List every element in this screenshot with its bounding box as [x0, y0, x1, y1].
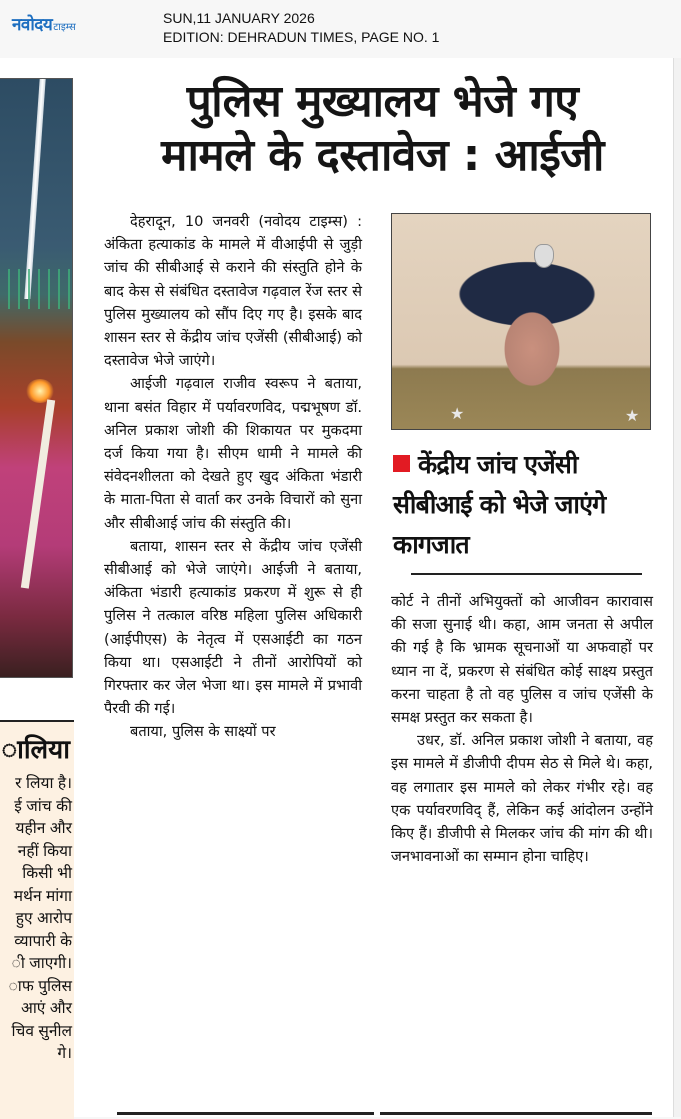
article-paragraph: कोर्ट ने तीनों अभियुक्तों को आजीवन कारावास की सजा सुनाई थी। कहा, आम जनता से अपील की गई है कि भ्रामक सूचनाओं या अफवाहों पर ध्यान ना दें, प्रकरण से संबंधित कोई साक्ष्य प्रस्तुत करना चाहता है तो वह पुलिस व जांच एजेंसी के समक्ष प्रस्तुत कर सकता है।: [391, 593, 653, 727]
adjacent-line: मर्थन मांगा: [13, 886, 72, 905]
page-edge: [673, 58, 681, 1117]
article-paragraph: देहरादून, 10 जनवरी (नवोदय टाइम्स) : अंकिता हत्याकांड के मामले में वीआईपी से जुड़ी जांच की सीबीआई से कराने की संस्तुति होने के बाद केस से संबंधित दस्तावेज गढ़वाल रेंज स्तर से पुलिस मुख्यालय को सौंप दिए गए है। इसके बाद शासन स्तर से केंद्रीय जांच एजेंसी (सीबीआई) को दस्तावेज भेजे जाएंगे।: [104, 213, 362, 370]
adjacent-line: नहीं किया: [17, 841, 72, 860]
pole-shape: [24, 79, 45, 299]
torch-shape: [21, 399, 55, 588]
shoulder-star-icon: ★: [625, 406, 640, 425]
edition-name: EDITION: DEHRADUN TIMES, PAGE NO. 1: [163, 29, 440, 45]
subheading-text: केंद्रीय जांच एजेंसी सीबीआई को भेजे जाएंगे कागजात: [393, 450, 606, 559]
article-paragraph: बताया, पुलिस के साक्ष्यों पर: [130, 723, 276, 741]
headline-line-1: पुलिस मुख्यालय भेजे गए: [186, 76, 579, 127]
shoulder-star-icon: ★: [450, 404, 465, 423]
article-paragraph: बताया, शासन स्तर से केंद्रीय जांच एजेंसी सीबीआई को भेजे जाएंगे। आईजी ने बताया, अंकिता भंडारी हत्याकांड प्रकरण में शुरू से ही पुलिस ने तत्काल वरिष्ठ महिला पुलिस अधिकारी (आईपीएस) के नेतृत्व में एसआईटी का गठन किया था। एसआईटी ने तीनों आरोपियों को गिरफ्तार कर जेल भेजा था। इस मामले में प्रभावी पैरवी की गई।: [104, 537, 362, 718]
adjacent-line: गे।: [57, 1044, 72, 1062]
logo-main-text: नवोदय: [12, 15, 53, 35]
adjacent-line: ई जांच की: [14, 796, 72, 815]
column-end-rule: [380, 1112, 652, 1115]
article-paragraph: उधर, डॉ. अनिल प्रकाश जोशी ने बताया, वह इस मामले में डीजीपी दीपम सेठ से मिले थे। कहा, वह लगातार इस मामले को लेकर गंभीर रहे। वह एक पर्यावरणविद् हैं, लेकिन कई आंदोलन उन्होंने किए हैं। डीजीपी से मिलकर जांच की मांग की थी। जनभावनाओं का सम्मान होना चाहिए।: [391, 732, 653, 866]
newspaper-logo[interactable]: [12, 12, 76, 35]
subheading-divider: [411, 573, 642, 575]
adjacent-line: ाफ पुलिस: [8, 976, 72, 995]
red-bullet-icon: [393, 455, 410, 472]
article-paragraph: आईजी गढ़वाल राजीव स्वरूप ने बताया, थाना बसंत विहार में पर्यावरणविद, पद्मभूषण डॉ. अनिल प्रकाश जोशी की शिकायत पर मुकदमा दर्ज किया गया है। सीएम धामी ने मामले की संवेदनशीलता को देखते हुए खुद अंकिता भंडारी के माता-पिता से वार्ता कर उनके विचारों को सुना और सीबीआई जांच की संस्तुति की।: [104, 375, 362, 532]
headline-line-2: मामले के दस्तावेज : आईजी: [161, 130, 604, 181]
cap-badge-shape: [534, 244, 554, 268]
article-headline: [100, 75, 665, 183]
adjacent-line: हुए आरोप: [15, 909, 72, 927]
adjacent-line: ी जाएगी।: [11, 954, 72, 972]
edition-date: SUN,11 JANUARY 2026: [163, 10, 315, 26]
article-column-1: [104, 210, 362, 744]
adjacent-story-title: ालिया: [1, 735, 70, 765]
adjacent-line: यहीन और: [15, 819, 72, 837]
logo-sub-text: टाइम्स: [53, 22, 76, 33]
adjacent-line: किसी भी: [22, 864, 72, 882]
edition-header: [0, 0, 681, 58]
edition-info: [163, 9, 439, 47]
adjacent-line: आएं और: [20, 999, 72, 1017]
adjacent-line: चिव सुनील: [11, 1021, 72, 1040]
column-end-rule: [117, 1112, 374, 1115]
adjacent-story-text: [0, 772, 72, 1065]
article-subheading: [393, 445, 643, 565]
adjacent-line: व्यापारी के: [14, 931, 72, 950]
adjacent-line: र लिया है।: [15, 774, 72, 792]
article-column-2: [391, 590, 653, 868]
ig-portrait-photo: [391, 213, 651, 430]
adjacent-story-box: [0, 720, 74, 1119]
candle-march-photo: [0, 78, 73, 678]
fence-shape: [0, 269, 72, 309]
